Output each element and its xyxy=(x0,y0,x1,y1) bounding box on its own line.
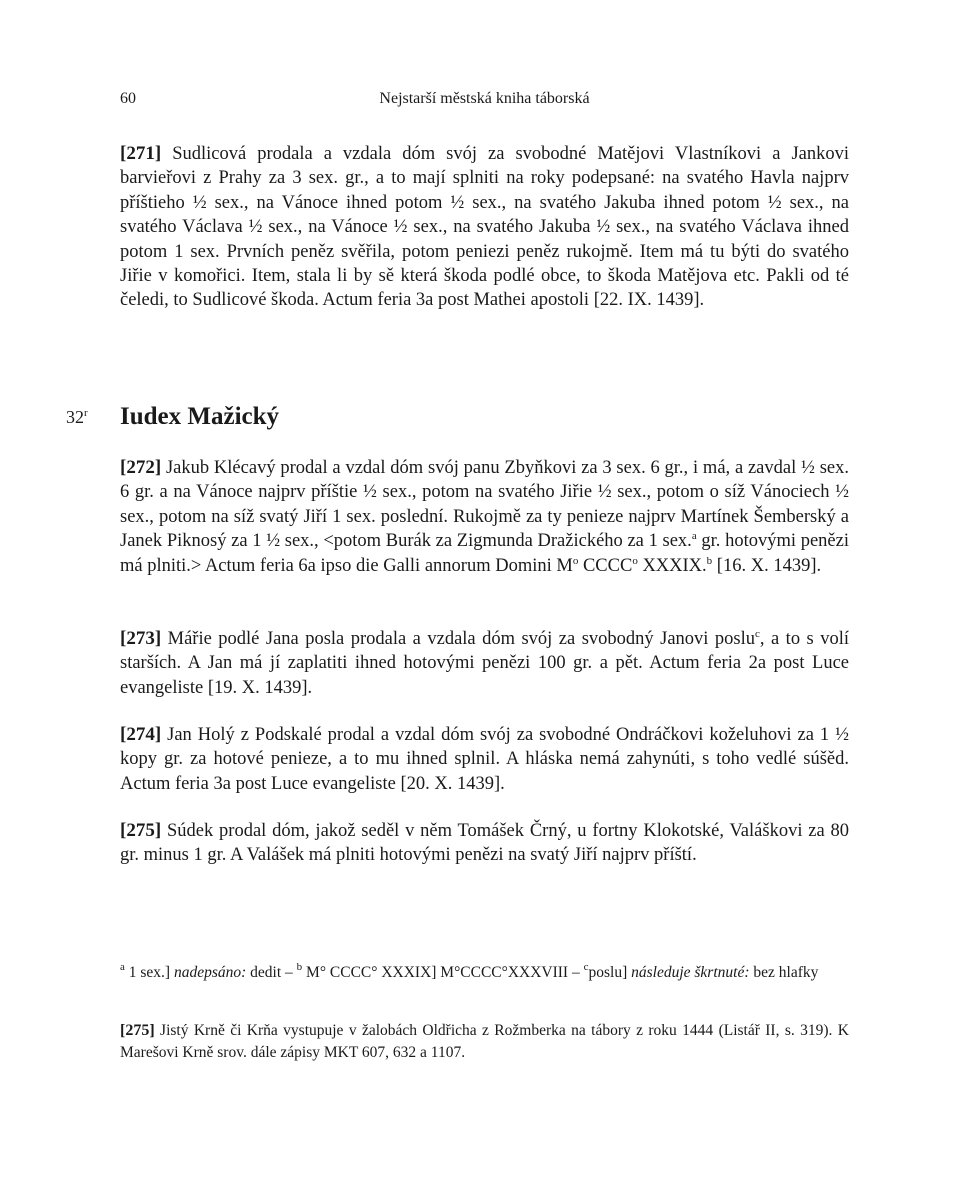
entry-271 xyxy=(120,142,849,313)
page-number: 60 xyxy=(120,90,136,107)
entry-274 xyxy=(120,723,849,796)
entry-text: Jakub Klécavý prodal a vzdal dóm svój panu Zbyňkovi za 3 sex. 6 gr., i má, a zavdal ½ sex. 6 gr. a na Vánoce najprv příštie ½ sex., potom na svatého Jiřie ½ sex., potom o síž Vánociech ½ sex., potom na síž svatý Jiří 1 sex. poslední. Rukojmě za ty penieze najprv Martínek Šemberský a Janek Piknosý za 1 ½ sex., <potom Burák za Zigmunda Dražického za 1 sex.$^a$ gr. hotovými penězi má plniti.> Actum feria 6a ipso die Galli annorum Domini $M^o$ CCCC$^o$ XXXIX.$^b$ [16. X. 1439]. xyxy=(120,458,850,576)
page-header xyxy=(120,90,849,116)
entry-text: Sudlicová prodala a vzdala dóm svój za svobodné Matějovi Vlastníkovi a Jankovi barvieřovi z Prahy za 3 sex. gr., a to mají splniti na roky podepsané: na svatého Havla najprv příštieho ½ sex., na Vánoce ihned potom ½ sex., na svatého Jakuba ihned potom ½ sex., na svatého Václava ½ sex., na Vánoce ½ sex., na svatého Jakuba ½ sex., na svatého Václava ihned potom 1 sex. Prvních peněz svěřila, potom peniezi peněz rukojmě. Item má tu býti do svatého Jiřie v komořici. Item, stala li by sě která škoda podlé obce, to škoda Matějova etc. Pakli od té čeledi, to Sudlicové škoda. Actum feria 3a post Mathei apostoli [22. IX. 1439]. xyxy=(120,144,850,311)
textual-apparatus: $^a$ 1 sex.] nadepsáno: dedit – $^b$ M° CCCC° XXXIX] M°CCCC°XXXVIII – $^c$poslu] následuje škrtnuté: bez hlafky xyxy=(120,961,819,981)
entry-number: [273] xyxy=(120,628,162,649)
entry-number: [271] xyxy=(120,143,162,164)
folio-margin-note: 32$^r$ xyxy=(66,407,88,427)
entry-275 xyxy=(120,819,849,868)
entry-number: [272] xyxy=(120,457,162,478)
entry-273 xyxy=(120,627,849,700)
note-number: [275] xyxy=(120,1022,155,1039)
note-text: Jistý Krně či Krňa vystupuje v žalobách Oldřicha z Rožmberka na tábory z roku 1444 (Listář II, s. 319). K Marešovi Krně srov. dále zápisy MKT 607, 632 a 1107. xyxy=(120,1022,850,1061)
entry-text: Mářie podlé Jana posla prodala a vzdala dóm svój za svobodný Janovi poslu$^c$, a to s volí starších. A Jan má jí zaplatiti ihned hotovými penězi 100 gr. a pět. Actum feria 2a post Luce evangeliste [19. X. 1439]. xyxy=(120,628,849,698)
entry-text: Jan Holý z Podskalé prodal a vzdal dóm svój za svobodné Ondráčkovi koželuhovi za 1 ½ kopy gr. za hotové penieze, a to mu ihned splnil. A hláska nemá zahynúti, s toho vedlé súšěd. Actum feria 3a post Luce evangeliste [20. X. 1439]. xyxy=(120,725,849,794)
entry-number: [275] xyxy=(120,820,162,841)
entry-number: [274] xyxy=(120,724,162,745)
entry-text: Súdek prodal dóm, jakož seděl v něm Tomášek Črný, u fortny Klokotské, Valáškovi za 80 gr. minus 1 gr. A Valášek má plniti hotovými penězi na svatý Jiří najprv příští. xyxy=(120,821,849,866)
section-heading: Iudex Mažický xyxy=(120,403,280,430)
explanatory-note xyxy=(120,1020,849,1064)
entry-272 xyxy=(120,456,849,578)
running-title: Nejstarší městská kniha táborská xyxy=(379,90,590,107)
